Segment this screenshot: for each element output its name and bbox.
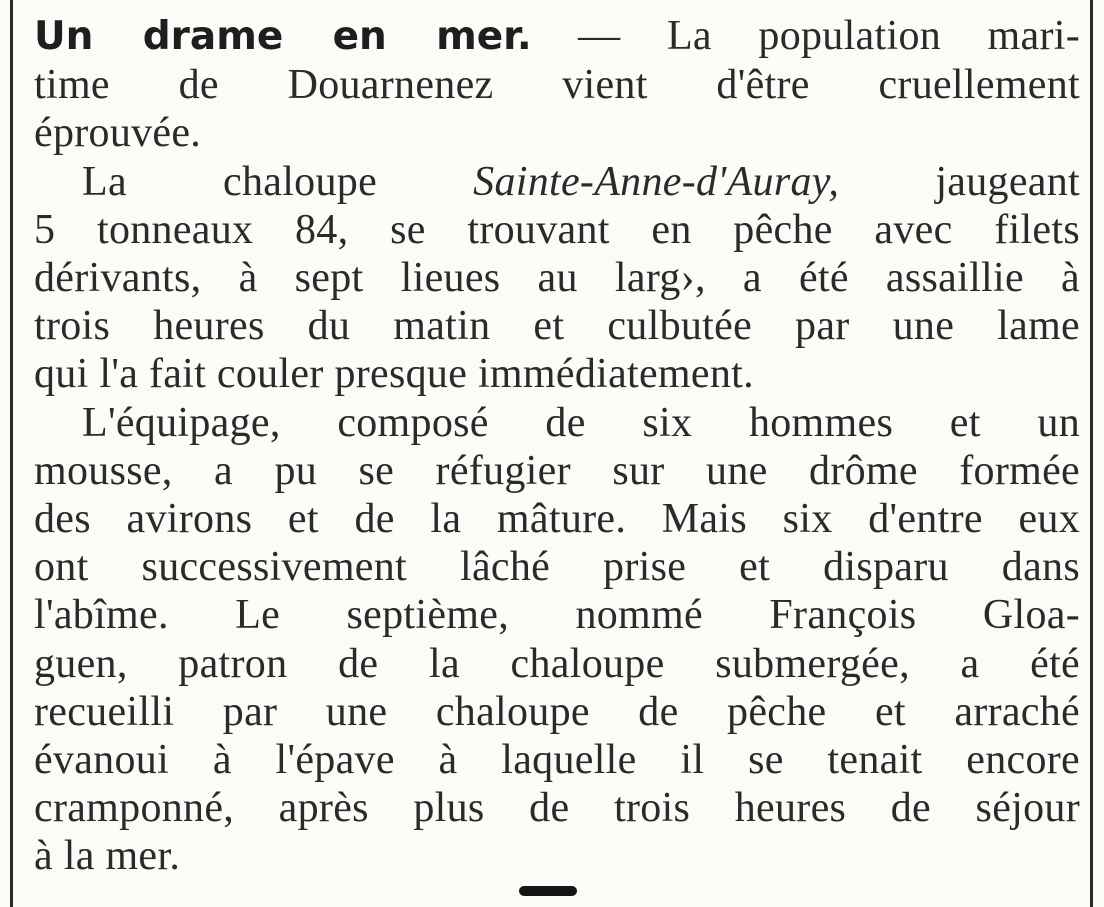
article-line — [34, 254, 1080, 302]
line-text: trois heures du matin et culbutée par une lame — [34, 303, 1080, 350]
article-line — [34, 543, 1080, 591]
column-rule-left — [10, 0, 13, 907]
article-line — [34, 109, 1080, 157]
article-line — [34, 495, 1080, 543]
column-rule-right — [1090, 0, 1093, 907]
article-line — [34, 447, 1080, 495]
line-text: cramponné, après plus de trois heures de séjour — [34, 785, 1080, 832]
article-line — [34, 350, 1080, 398]
line-text: jaugeant — [839, 158, 1080, 205]
article-line — [34, 61, 1080, 109]
article-line — [34, 302, 1080, 350]
line-text: La chaloupe — [82, 158, 474, 205]
line-text: mousse, a pu se réfugier sur une drôme formée — [34, 447, 1080, 494]
article-line — [34, 158, 1080, 206]
line-text: à la mer. — [34, 833, 181, 880]
line-text: time de Douarnenez vient d'être cruellement — [34, 62, 1080, 109]
line-text: l'abîme. Le septième, nommé François Gloa- — [34, 592, 1080, 639]
article-line — [34, 206, 1080, 254]
line-text: ont successivement lâché prise et disparu dans — [34, 544, 1080, 591]
line-text: — La population mari- — [531, 13, 1080, 59]
article-line — [34, 640, 1080, 688]
article-line — [34, 736, 1080, 784]
line-text: 5 tonneaux 84, se trouvant en pêche avec filets — [34, 206, 1080, 253]
article-line — [34, 12, 1080, 61]
article-body — [34, 12, 1080, 881]
line-text: recueilli par une chaloupe de pêche et arraché — [34, 688, 1080, 735]
line-text: guen, patron de la chaloupe submergée, a été — [34, 640, 1080, 687]
article-end-dash — [519, 886, 577, 896]
article-line — [34, 688, 1080, 736]
article-line — [34, 832, 1080, 880]
line-text: L'équipage, composé de six hommes et un — [82, 399, 1080, 446]
ship-name: Sainte-Anne-d'Auray, — [473, 158, 840, 205]
article-headline: Un drame en mer. — [34, 14, 532, 59]
line-text: qui l'a fait couler presque immédiatement. — [34, 351, 754, 398]
line-text: évanoui à l'épave à laquelle il se tenait encore — [34, 737, 1080, 784]
article-line — [34, 399, 1080, 447]
line-text: dérivants, à sept lieues au larg›, a été assaillie à — [34, 255, 1080, 302]
article-line — [34, 591, 1080, 639]
article-line — [34, 784, 1080, 832]
line-text: éprouvée. — [34, 110, 202, 157]
line-text: des avirons et de la mâture. Mais six d'entre eux — [34, 496, 1080, 543]
